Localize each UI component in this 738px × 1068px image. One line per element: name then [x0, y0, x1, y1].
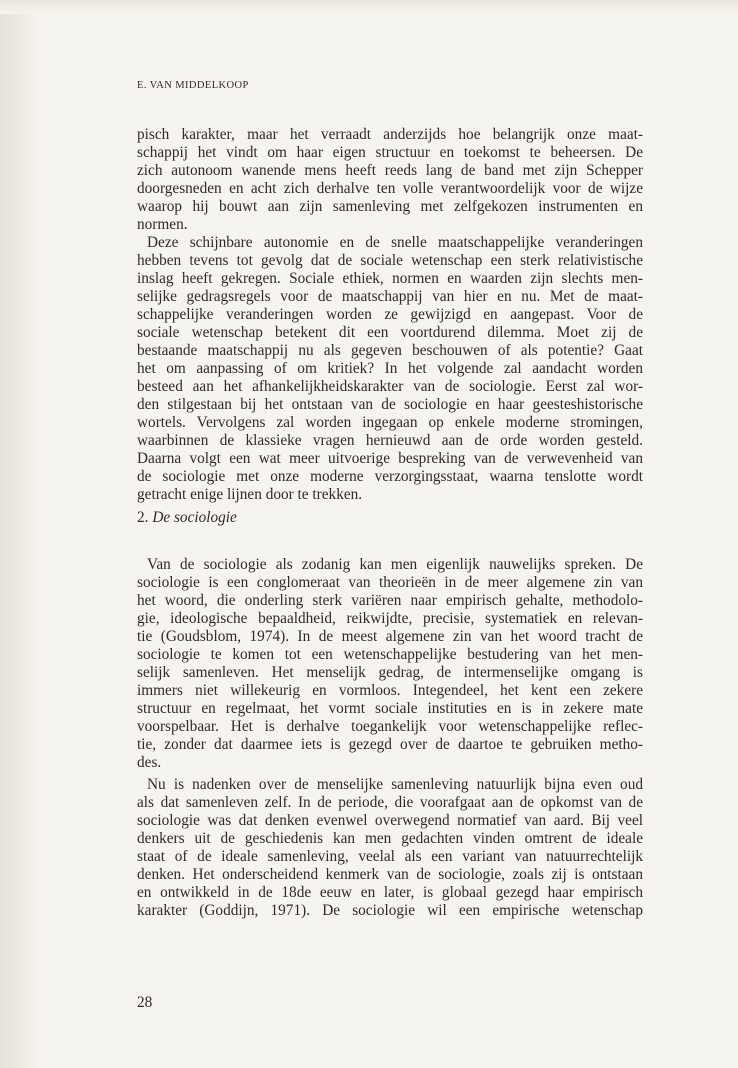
page-edge-shadow — [0, 0, 40, 1068]
text-line: voorspelbaar. Het is derhalve toegankelijk voor wetenschappelijke reflec- — [137, 718, 643, 735]
running-head: E. VAN MIDDELKOOP — [137, 80, 249, 91]
text-line: karakter (Goddijn, 1971). De sociologie wil een empirische wetenschap — [137, 902, 643, 919]
page-top-shadow — [0, 0, 738, 14]
body-text-after-heading — [137, 556, 643, 920]
text-line: sociologie is een conglomeraat van theorieën in de meer algemene zin van — [137, 574, 643, 591]
text-line: Deze schijnbare autonomie en de snelle maatschappelijke veranderingen — [147, 234, 643, 251]
text-line: schappij het vindt om haar eigen structuur en toekomst te beheersen. De — [137, 144, 643, 161]
text-line: normen. — [137, 216, 188, 233]
text-line: en ontwikkeld in de 18de eeuw en later, is globaal gezegd haar empirisch — [137, 884, 643, 901]
text-line: denken. Het onderscheidend kenmerk van de sociologie, zoals zij is ontstaan — [137, 866, 643, 883]
text-line: besteed aan het afhankelijkheidskarakter van de sociologie. Eerst zal wor- — [137, 378, 643, 395]
text-line: Van de sociologie als zodanig kan men eigenlijk nauwelijks spreken. De — [147, 556, 643, 573]
section-heading — [137, 509, 237, 527]
text-line: Daarna volgt een wat meer uitvoerige bespreking van de verwevenheid van — [137, 450, 643, 467]
text-line: de sociologie met onze moderne verzorgingsstaat, waarna tenslotte wordt — [137, 468, 643, 485]
text-line: tie (Goudsblom, 1974). In de meest algemene zin van het woord tracht de — [137, 628, 643, 645]
text-line: doorgesneden en acht zich derhalve ten volle verantwoordelijk voor de wijze — [137, 180, 643, 197]
text-line: structuur en regelmaat, het vormt sociale instituties en is in zekere mate — [137, 700, 643, 717]
page-number: 28 — [137, 994, 153, 1011]
section-number: 2. — [137, 509, 149, 526]
text-line: den stilgestaan bij het ontstaan van de sociologie en haar geesteshistorische — [137, 396, 643, 413]
paragraph — [137, 556, 643, 772]
section-title: De sociologie — [152, 509, 237, 526]
text-line: pisch karakter, maar het verraadt anderzijds hoe belangrijk onze maat- — [137, 126, 643, 143]
paragraph — [137, 234, 643, 504]
text-line: tie, zonder dat daarmee iets is gezegd over de daartoe te gebruiken metho- — [137, 736, 643, 753]
text-line: denkers uit de geschiedenis kan men gedachten vinden omtrent de ideale — [137, 830, 643, 847]
text-line: sociologie te komen tot een wetenschappelijke bestudering van het men- — [137, 646, 643, 663]
text-line: het woord, die onderling sterk variëren naar empirisch gehalte, methodolo- — [137, 592, 643, 609]
text-line: sociologie was dat denken evenwel overwegend normatief van aard. Bij veel — [137, 812, 643, 829]
text-line: waarop hij bouwt aan zijn samenleving met zelfgekozen instrumenten en — [137, 198, 643, 215]
text-line: des. — [137, 754, 162, 771]
text-line: staat of de ideale samenleving, veelal als een variant van natuurrechtelijk — [137, 848, 643, 865]
text-line: hebben tevens tot gevolg dat de sociale wetenschap een sterk relativistische — [137, 252, 643, 269]
text-line: selijke gedragsregels voor de maatschappij van hier en nu. Met de maat- — [137, 288, 643, 305]
text-line: waarbinnen de klassieke vragen hernieuwd aan de orde worden gesteld. — [137, 432, 643, 449]
text-line: als dat samenleven zelf. In de periode, die voorafgaat aan de opkomst van de — [137, 794, 643, 811]
text-line: het om aanpassing of om kritiek? In het volgende zal aandacht worden — [137, 360, 643, 377]
text-line: inslag heeft gekregen. Sociale ethiek, normen en waarden zijn slechts men- — [137, 270, 643, 287]
paragraph — [137, 126, 643, 234]
text-line: wortels. Vervolgens zal worden ingegaan op enkele moderne stromingen, — [137, 414, 643, 431]
text-line: gie, ideologische bepaaldheid, reikwijdte, precisie, systematiek en relevan- — [137, 610, 643, 627]
paragraph — [137, 776, 643, 920]
text-line: getracht enige lijnen door te trekken. — [137, 486, 363, 503]
text-line: schappelijke veranderingen worden ze gewijzigd en aangepast. Voor de — [137, 306, 643, 323]
text-line: bestaande maatschappij nu als gegeven beschouwen of als potentie? Gaat — [137, 342, 643, 359]
text-line: immers niet willekeurig en vormloos. Integendeel, het kent een zekere — [137, 682, 643, 699]
body-text-before-heading — [137, 126, 643, 504]
text-line: selijk samenleven. Het menselijk gedrag, de intermenselijke omgang is — [137, 664, 643, 681]
text-line: zich autonoom wanende mens heeft reeds lang de band met zijn Schepper — [137, 162, 643, 179]
text-line: sociale wetenschap betekent dit een voortdurend dilemma. Moet zij de — [137, 324, 643, 341]
text-line: Nu is nadenken over de menselijke samenleving natuurlijk bijna even oud — [147, 776, 643, 793]
